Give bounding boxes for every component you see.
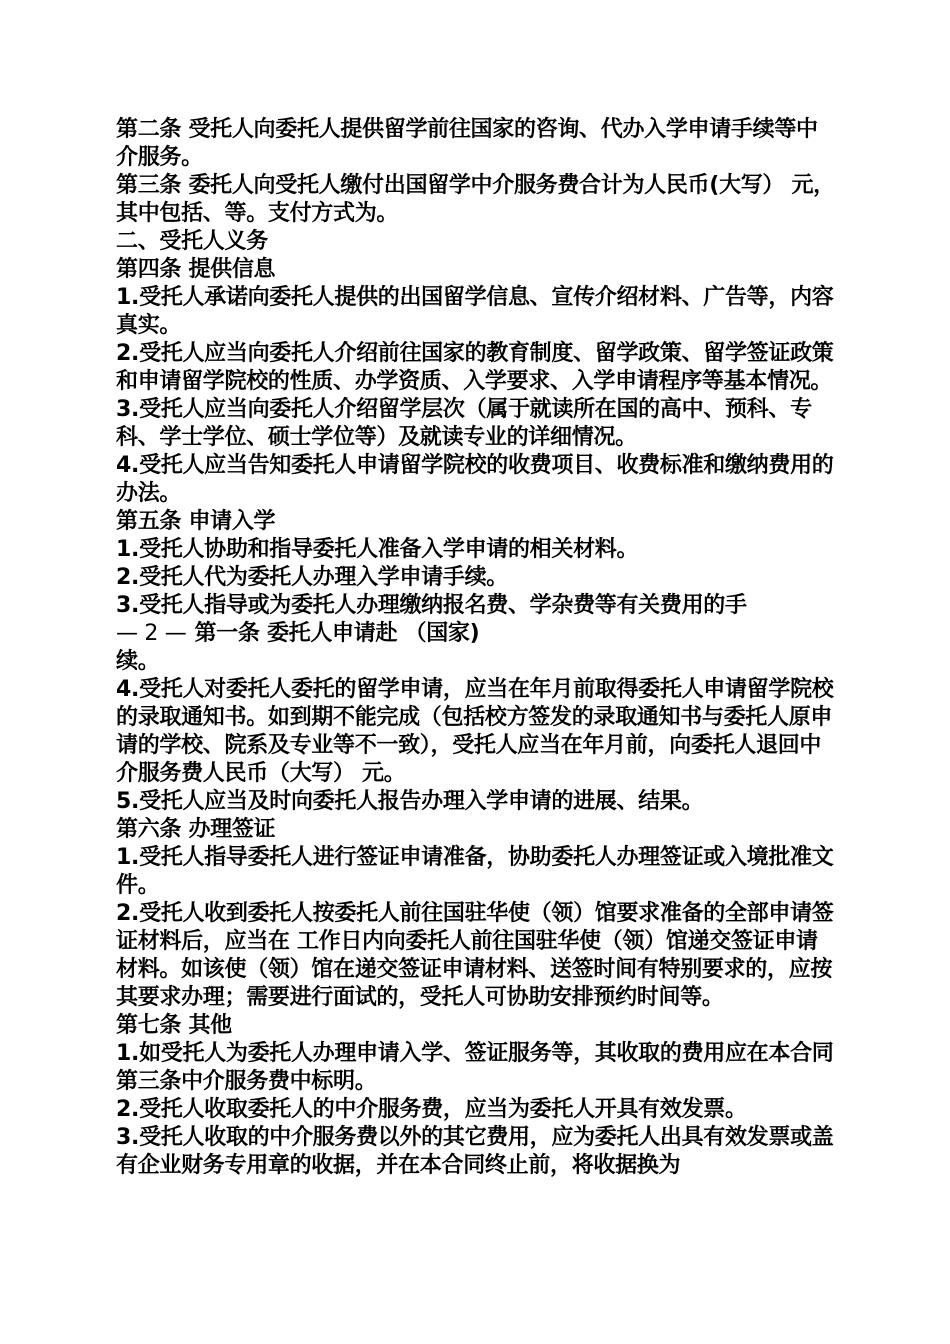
paragraph-article-6-title: 第六条 办理签证 [116, 817, 276, 842]
paragraph-article-4-title: 第四条 提供信息 [116, 257, 276, 282]
paragraph-article-7-item-3: 3.受托人收取的中介服务费以外的其它费用，应为委托人出具有效发票或盖有企业财务专用章的收据，并在本合同终止前，将收据换为 [116, 1125, 834, 1178]
paragraph-article-5-item-4: 4.受托人对委托人委托的留学申请，应当在年月前取得委托人申请留学院校的录取通知书。如到期不能完成（包括校方签发的录取通知书与委托人原申请的学校、院系及专业等不一致），受托人应当在年月前，向委托人退回中介服务费人民币（大写） 元。 [116, 677, 834, 786]
document-body [116, 116, 836, 1180]
page-number: — 2 — [116, 621, 187, 646]
paragraph-article-7-title: 第七条 其他 [116, 1013, 232, 1038]
paragraph-article-4-item-3: 3.受托人应当向委托人介绍留学层次（属于就读所在国的高中、预科、专科、学士学位、硕士学位等）及就读专业的详细情况。 [116, 397, 812, 450]
paragraph-continuation: 续。 [116, 649, 160, 674]
footer-text: 第一条 委托人申请赴 （国家) [194, 621, 480, 646]
paragraph-article-4-item-4: 4.受托人应当告知委托人申请留学院校的收费项目、收费标准和缴纳费用的办法。 [116, 453, 834, 506]
top-paragraphs [116, 116, 836, 620]
section-heading-trustee-duties: 二、受托人义务 [116, 229, 268, 254]
paragraph-article-5-item-2: 2.受托人代为委托人办理入学申请手续。 [116, 565, 508, 590]
paragraph-article-7-item-2: 2.受托人收取委托人的中介服务费，应当为委托人开具有效发票。 [116, 1097, 747, 1122]
page-footer [116, 620, 836, 648]
paragraph-article-7-item-1: 1.如受托人为委托人办理申请入学、签证服务等，其收取的费用应在本合同第三条中介服务费中标明。 [116, 1041, 834, 1094]
paragraph-article-3: 第三条 委托人向受托人缴付出国留学中介服务费合计为人民币(大写） 元，其中包括、等。支付方式为。 [116, 173, 835, 226]
paragraph-article-6-item-2: 2.受托人收到委托人按委托人前往国驻华使（领）馆要求准备的全部申请签证材料后，应当在 工作日内向委托人前往国驻华使（领）馆递交签证申请材料。如该使（领）馆在递交签证申请材料、送签时间有特别要求的，应按其要求办理；需要进行面试的，受托人可协助安排预约时间等。 [116, 901, 834, 1010]
paragraph-article-2: 第二条 受托人向委托人提供留学前往国家的咨询、代办入学申请手续等中介服务。 [116, 117, 818, 170]
paragraph-article-4-item-2: 2.受托人应当向委托人介绍前往国家的教育制度、留学政策、留学签证政策和申请留学院校的性质、办学资质、入学要求、入学申请程序等基本情况。 [116, 341, 834, 394]
paragraph-article-4-item-1: 1.受托人承诺向委托人提供的出国留学信息、宣传介绍材料、广告等，内容真实。 [116, 285, 834, 338]
paragraph-article-5-item-5: 5.受托人应当及时向委托人报告办理入学申请的进展、结果。 [116, 789, 704, 814]
paragraph-article-6-item-1: 1.受托人指导委托人进行签证申请准备，协助委托人办理签证或入境批准文件。 [116, 845, 834, 898]
paragraph-article-5-item-3: 3.受托人指导或为委托人办理缴纳报名费、学杂费等有关费用的手 [116, 593, 747, 618]
paragraph-article-5-title: 第五条 申请入学 [116, 509, 276, 534]
bottom-paragraphs [116, 648, 836, 1180]
paragraph-article-5-item-1: 1.受托人协助和指导委托人准备入学申请的相关材料。 [116, 537, 639, 562]
